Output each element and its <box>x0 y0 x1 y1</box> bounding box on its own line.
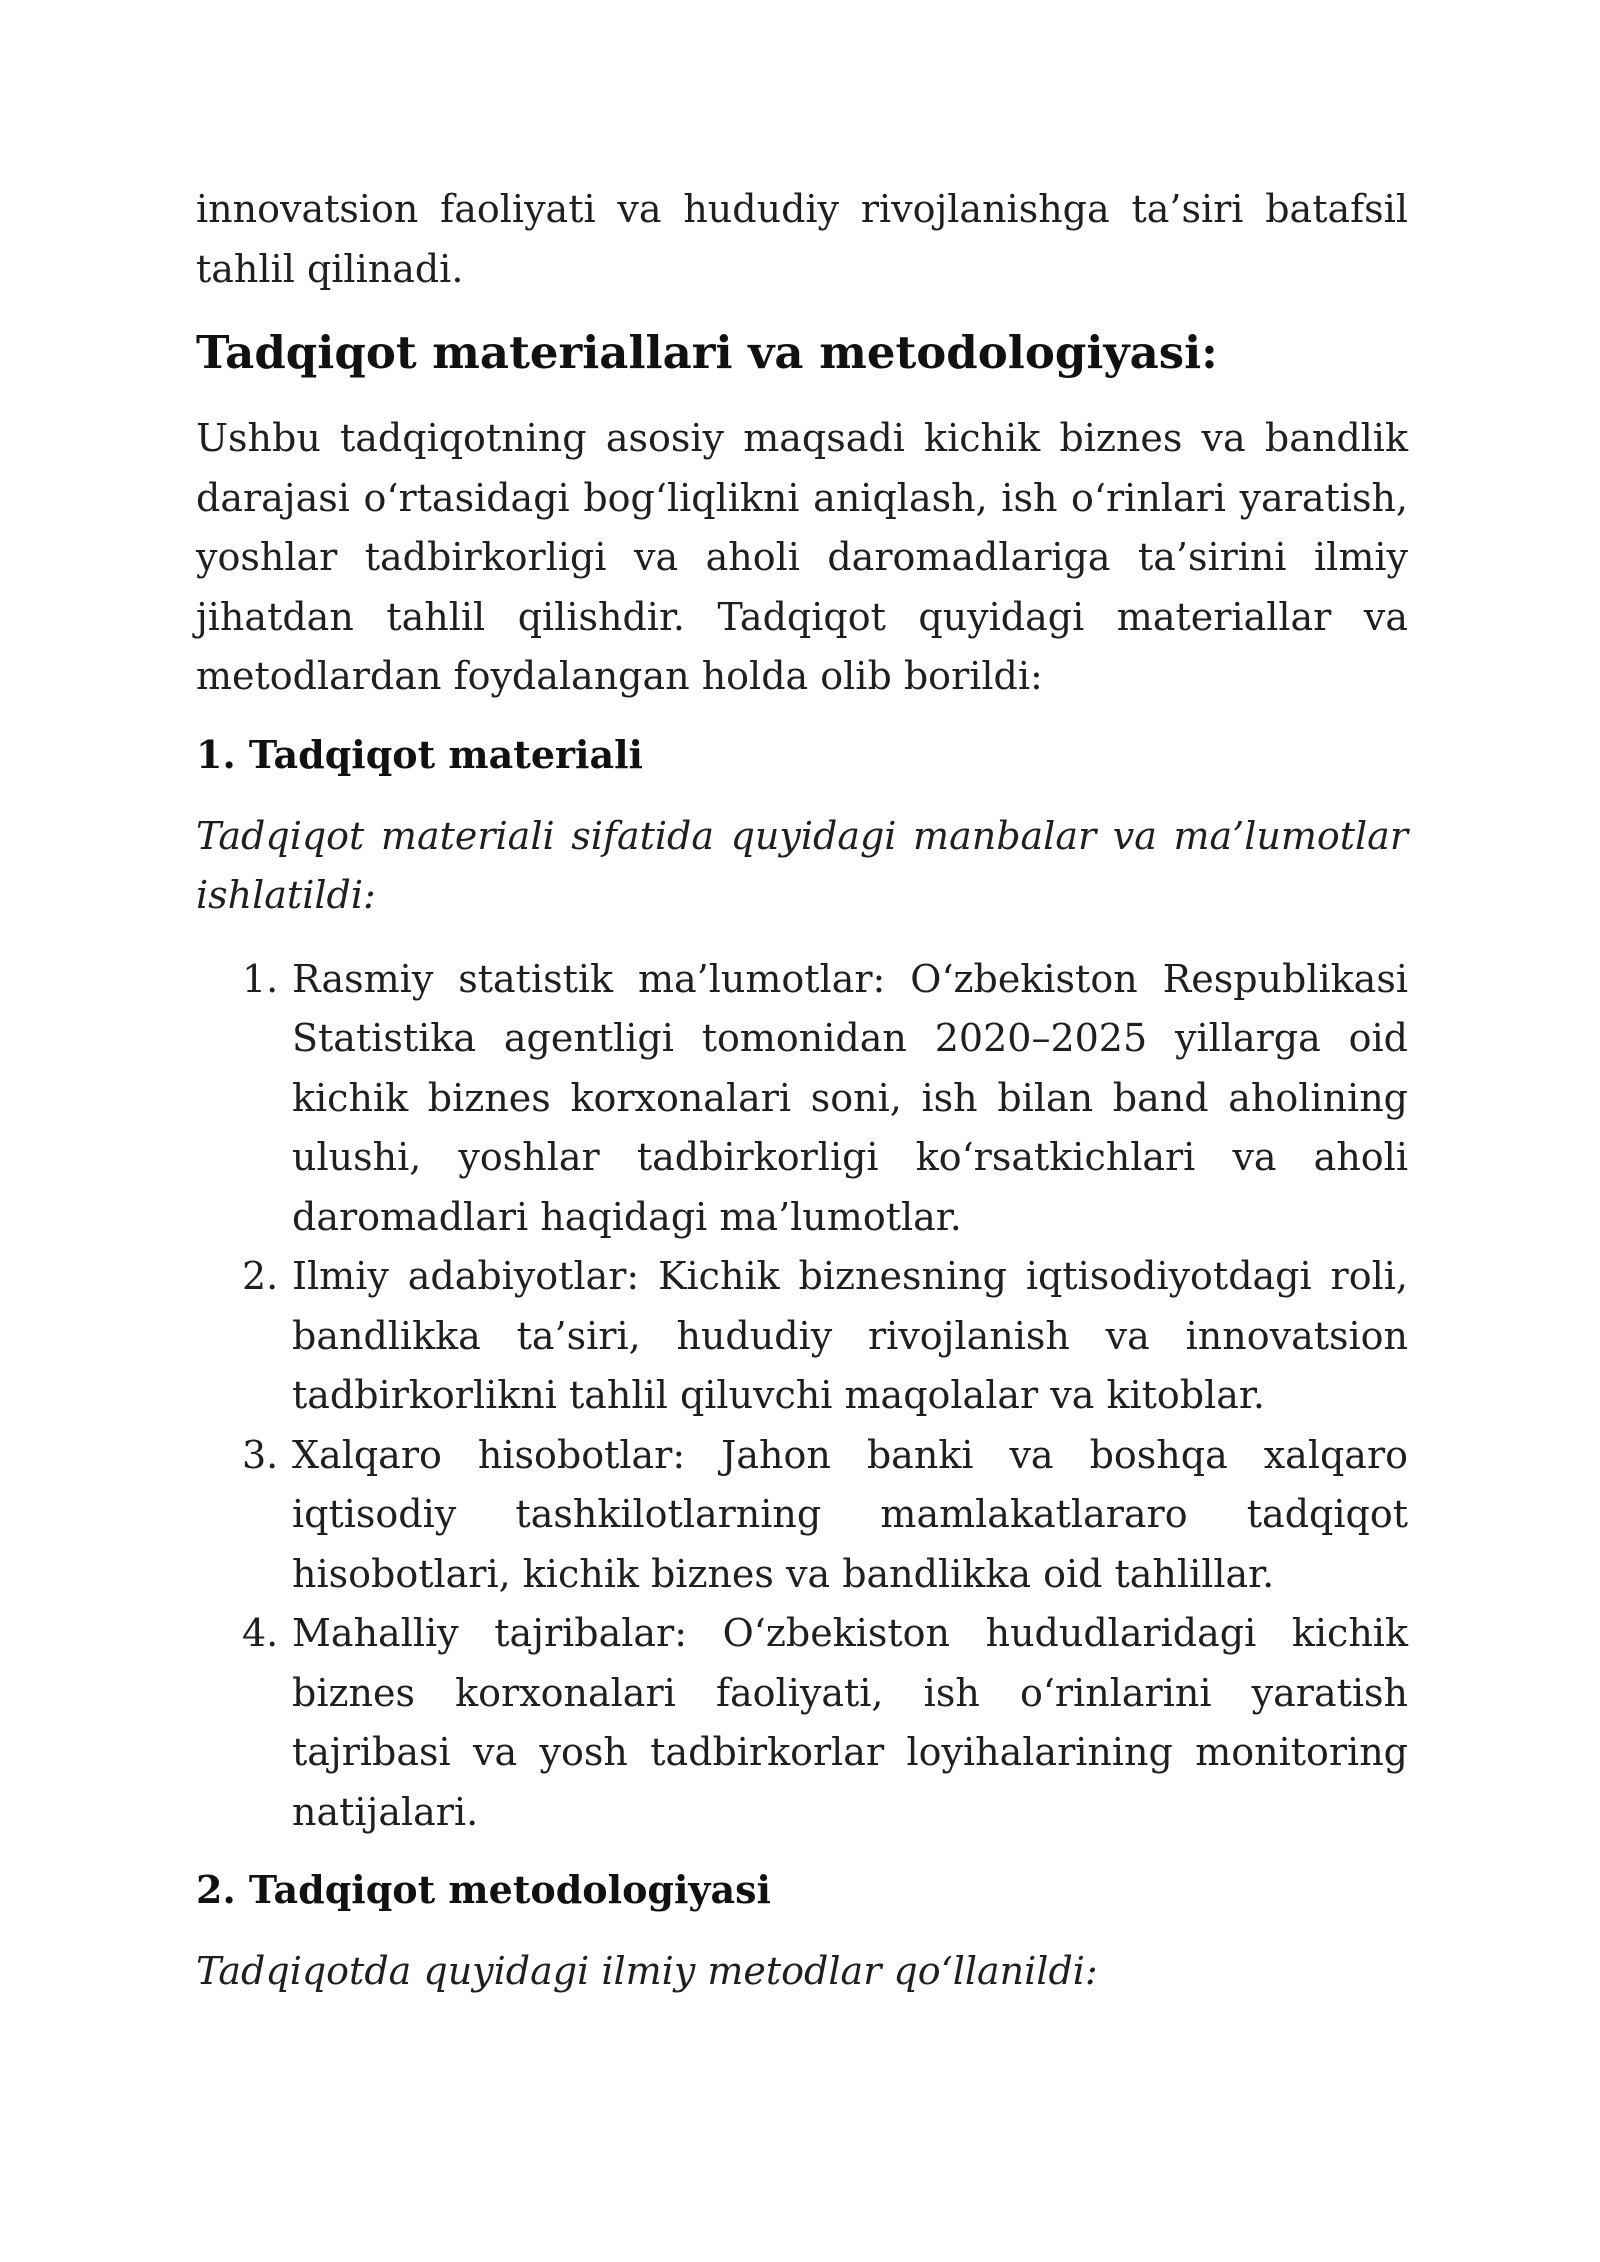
list-item-number: 1. <box>242 956 279 1001</box>
list-item <box>196 950 1408 1248</box>
list-item-number: 3. <box>242 1432 279 1477</box>
document-page <box>196 180 1408 2002</box>
list-item-text: Mahalliy tajribalar: Oʻzbekiston hududlaridagi kichik biznes korxonalari faoliyati, ish oʻrinlarini yaratish tajribasi va yosh tadbirkorlar loyihalarining monitoring natijalari. <box>292 1611 1408 1834</box>
subsection-2-heading: 2. Tadqiqot metodologiyasi <box>196 1867 771 1912</box>
intro-paragraph-tail: innovatsion faoliyati va hududiy rivojlanishga ta’siri batafsil tahlil qilinadi. <box>196 187 1408 291</box>
list-item <box>196 1604 1408 1842</box>
materials-list <box>196 950 1408 1843</box>
list-item-text: Ilmiy adabiyotlar: Kichik biznesning iqtisodiyotdagi roli, bandlikka ta’siri, hududiy rivojlanish va innovatsion tadbirkorlikni tahlil qiluvchi maqolalar va kitoblar. <box>292 1254 1408 1417</box>
list-item-text: Xalqaro hisobotlar: Jahon banki va boshqa xalqaro iqtisodiy tashkilotlarning mamlakatlararo tadqiqot hisobotlari, kichik biznes va bandlikka oid tahlillar. <box>292 1432 1408 1596</box>
section-paragraph: Ushbu tadqiqotning asosiy maqsadi kichik biznes va bandlik darajasi oʻrtasidagi bogʻliqlikni aniqlash, ish oʻrinlari yaratish, yoshlar tadbirkorligi va aholi daromadlariga ta’sirini ilmiy jihatdan tahlil qilishdir. Tadqiqot quyidagi materiallar va metodlardan foydalangan holda olib borildi: <box>196 416 1408 698</box>
subsection-1-lead: Tadqiqot materiali sifatida quyidagi manbalar va ma’lumotlar ishlatildi: <box>196 813 1408 917</box>
section-heading: Tadqiqot materiallari va metodologiyasi: <box>196 326 1218 379</box>
subsection-2-lead: Tadqiqotda quyidagi ilmiy metodlar qoʻllanildi: <box>196 1949 1098 1993</box>
list-item-number: 2. <box>242 1254 279 1298</box>
list-item-text: Rasmiy statistik ma’lumotlar: Oʻzbekiston Respublikasi Statistika agentligi tomonidan 2020–2025 yillarga oid kichik biznes korxonalari soni, ish bilan band aholining ulushi, yoshlar tadbirkorligi koʻrsatkichlari va aholi daromadlari haqidagi ma’lumotlar. <box>292 956 1408 1239</box>
list-item <box>196 1247 1408 1426</box>
list-item-number: 4. <box>242 1611 279 1655</box>
list-item <box>196 1426 1408 1605</box>
subsection-1-heading: 1. Tadqiqot materiali <box>196 731 643 777</box>
